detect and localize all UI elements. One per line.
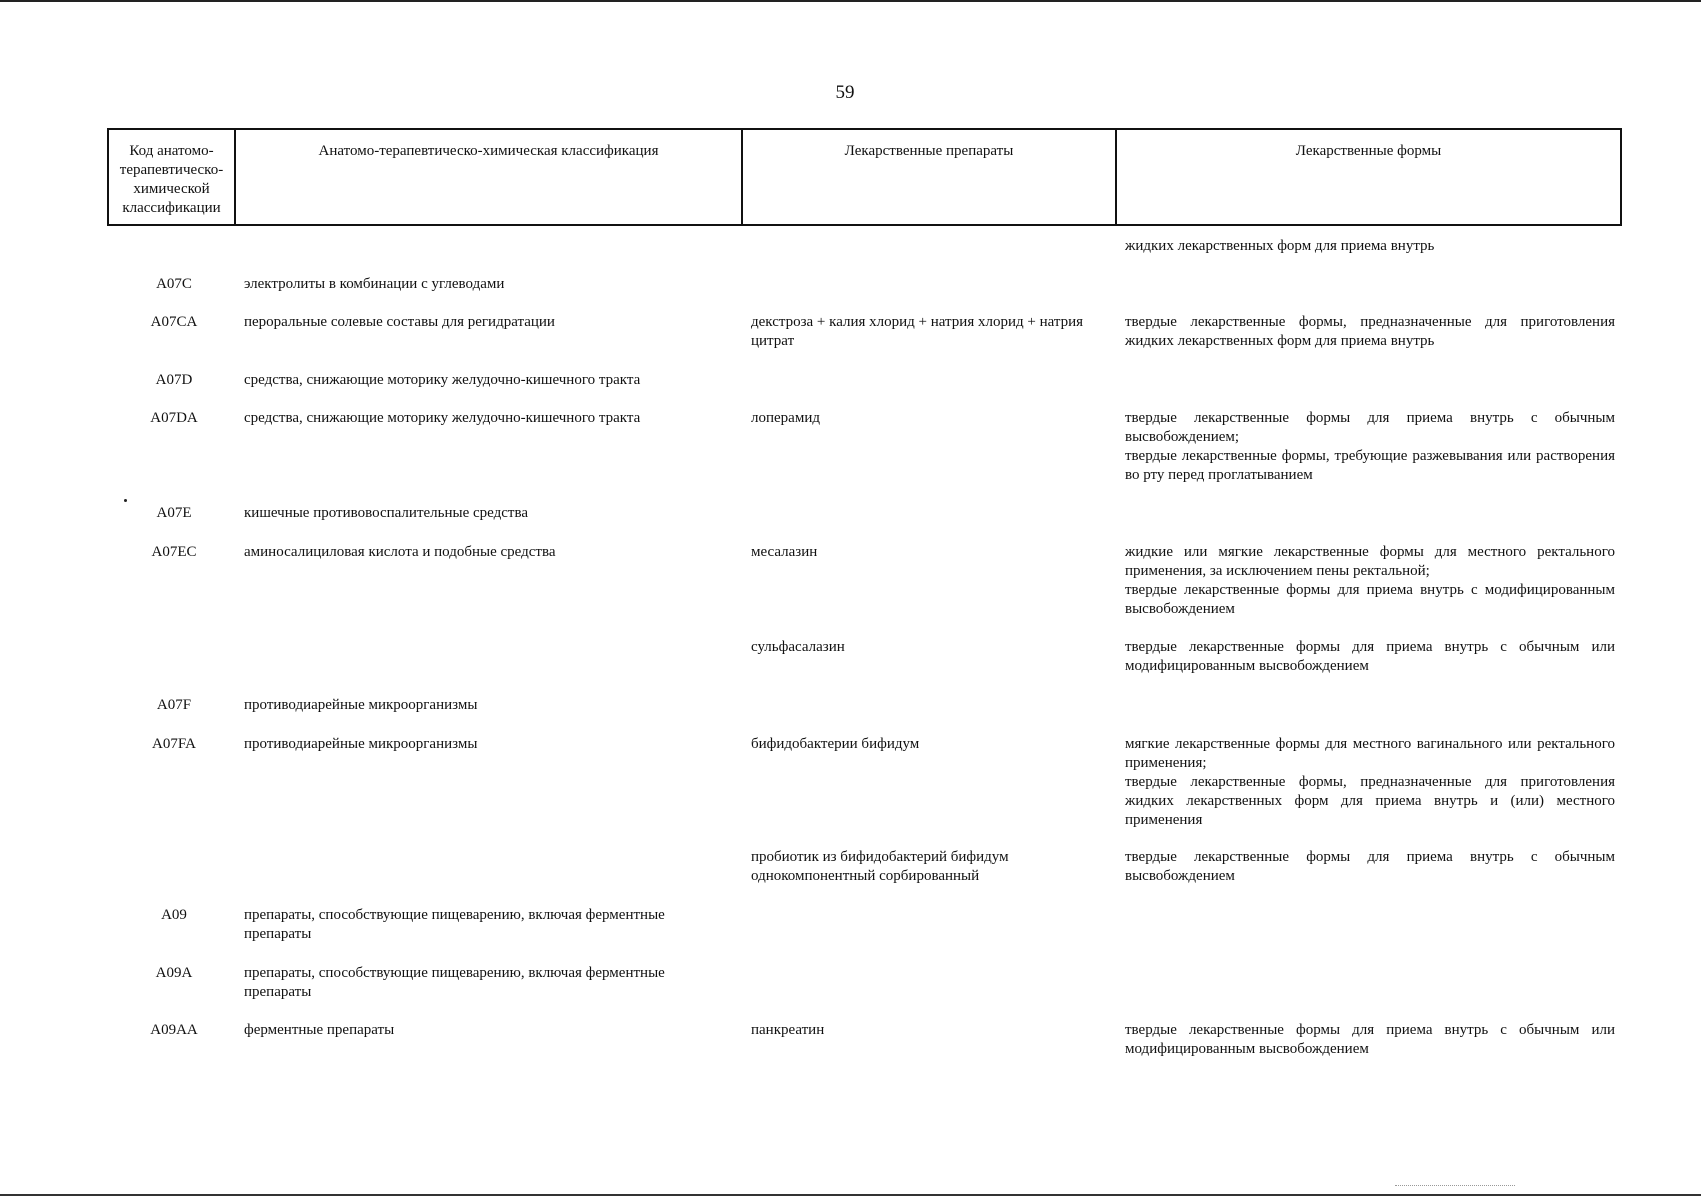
page-top-edge	[0, 0, 1701, 2]
row-atc: противодиарейные микроорганизмы	[244, 736, 478, 752]
row-code: A07F	[156, 697, 192, 713]
row-drug: панкреатин	[751, 1022, 825, 1038]
table-header	[107, 128, 1622, 226]
row-atc: электролиты в комбинации с углеводами	[244, 276, 505, 292]
row-drug: декстроза + калия хлорид + натрия хлорид + натрия цитрат	[751, 314, 1084, 349]
row-form: твердые лекарственные формы для приема внутрь с обычным или модифицированным высвобождением	[1125, 1022, 1615, 1057]
row-code: A07FA	[152, 736, 196, 752]
row-atc: пероральные солевые составы для регидратации	[244, 314, 555, 330]
row-drug: месалазин	[751, 544, 818, 560]
row-atc: противодиарейные микроорганизмы	[244, 697, 478, 713]
row-code: A07DA	[150, 410, 198, 426]
header-forms: Лекарственные формы	[1116, 129, 1621, 225]
page-number: 59	[835, 82, 855, 103]
row-drug: пробиотик из бифидобактерий бифидум однокомпонентный сорбированный	[751, 849, 1009, 884]
header-code: Код анатомо-терапевтическо-химической классификации	[108, 129, 235, 225]
row-atc: средства, снижающие моторику желудочно-кишечного тракта	[244, 410, 641, 426]
row-code: A07CA	[150, 314, 198, 330]
row-atc: аминосалициловая кислота и подобные средства	[244, 544, 556, 560]
header-drugs: Лекарственные препараты	[742, 129, 1116, 225]
row-code: A07E	[156, 505, 192, 521]
row-form: жидких лекарственных форм для приема внутрь	[1125, 238, 1435, 254]
row-code: A07EC	[151, 544, 197, 560]
row-code: A09AA	[150, 1022, 198, 1038]
row-atc: средства, снижающие моторику желудочно-кишечного тракта	[244, 372, 641, 388]
row-form: мягкие лекарственные формы для местного вагинального или ректального применения; твердые лекарственные формы, предназначенные для приготовления жидких лекарственных форм для приема внутрь и (или) местного применения	[1125, 736, 1615, 828]
row-atc: препараты, способствующие пищеварению, включая ферментные препараты	[244, 965, 665, 1000]
row-atc: кишечные противовоспалительные средства	[244, 505, 528, 521]
row-form: твердые лекарственные формы для приема внутрь с обычным или модифицированным высвобождением	[1125, 639, 1615, 674]
scan-artifact	[1395, 1185, 1515, 1187]
scan-dot	[124, 499, 127, 502]
page-bottom-edge	[0, 1194, 1701, 1196]
row-code: A07C	[156, 276, 192, 292]
row-code: A09	[161, 907, 187, 923]
row-atc: препараты, способствующие пищеварению, включая ферментные препараты	[244, 907, 665, 942]
row-form: твердые лекарственные формы, предназначенные для приготовления жидких лекарственных форм для приема внутрь	[1125, 314, 1615, 349]
row-form: твердые лекарственные формы для приема внутрь с обычным высвобождением; твердые лекарственные формы, требующие разжевывания или растворения во рту перед проглатыванием	[1125, 410, 1615, 483]
row-atc: ферментные препараты	[244, 1022, 395, 1038]
row-drug: бифидобактерии бифидум	[751, 736, 920, 752]
row-form: твердые лекарственные формы для приема внутрь с обычным высвобождением	[1125, 849, 1615, 884]
row-form: жидкие или мягкие лекарственные формы для местного ректального применения, за исключением пены ректальной; твердые лекарственные формы для приема внутрь с модифицированным высвобождением	[1125, 544, 1615, 617]
row-code: A07D	[155, 372, 193, 388]
header-atc: Анатомо-терапевтическо-химическая классификация	[235, 129, 742, 225]
row-drug: сульфасалазин	[751, 639, 845, 655]
row-code: A09A	[155, 965, 193, 981]
row-drug: лоперамид	[751, 410, 820, 426]
